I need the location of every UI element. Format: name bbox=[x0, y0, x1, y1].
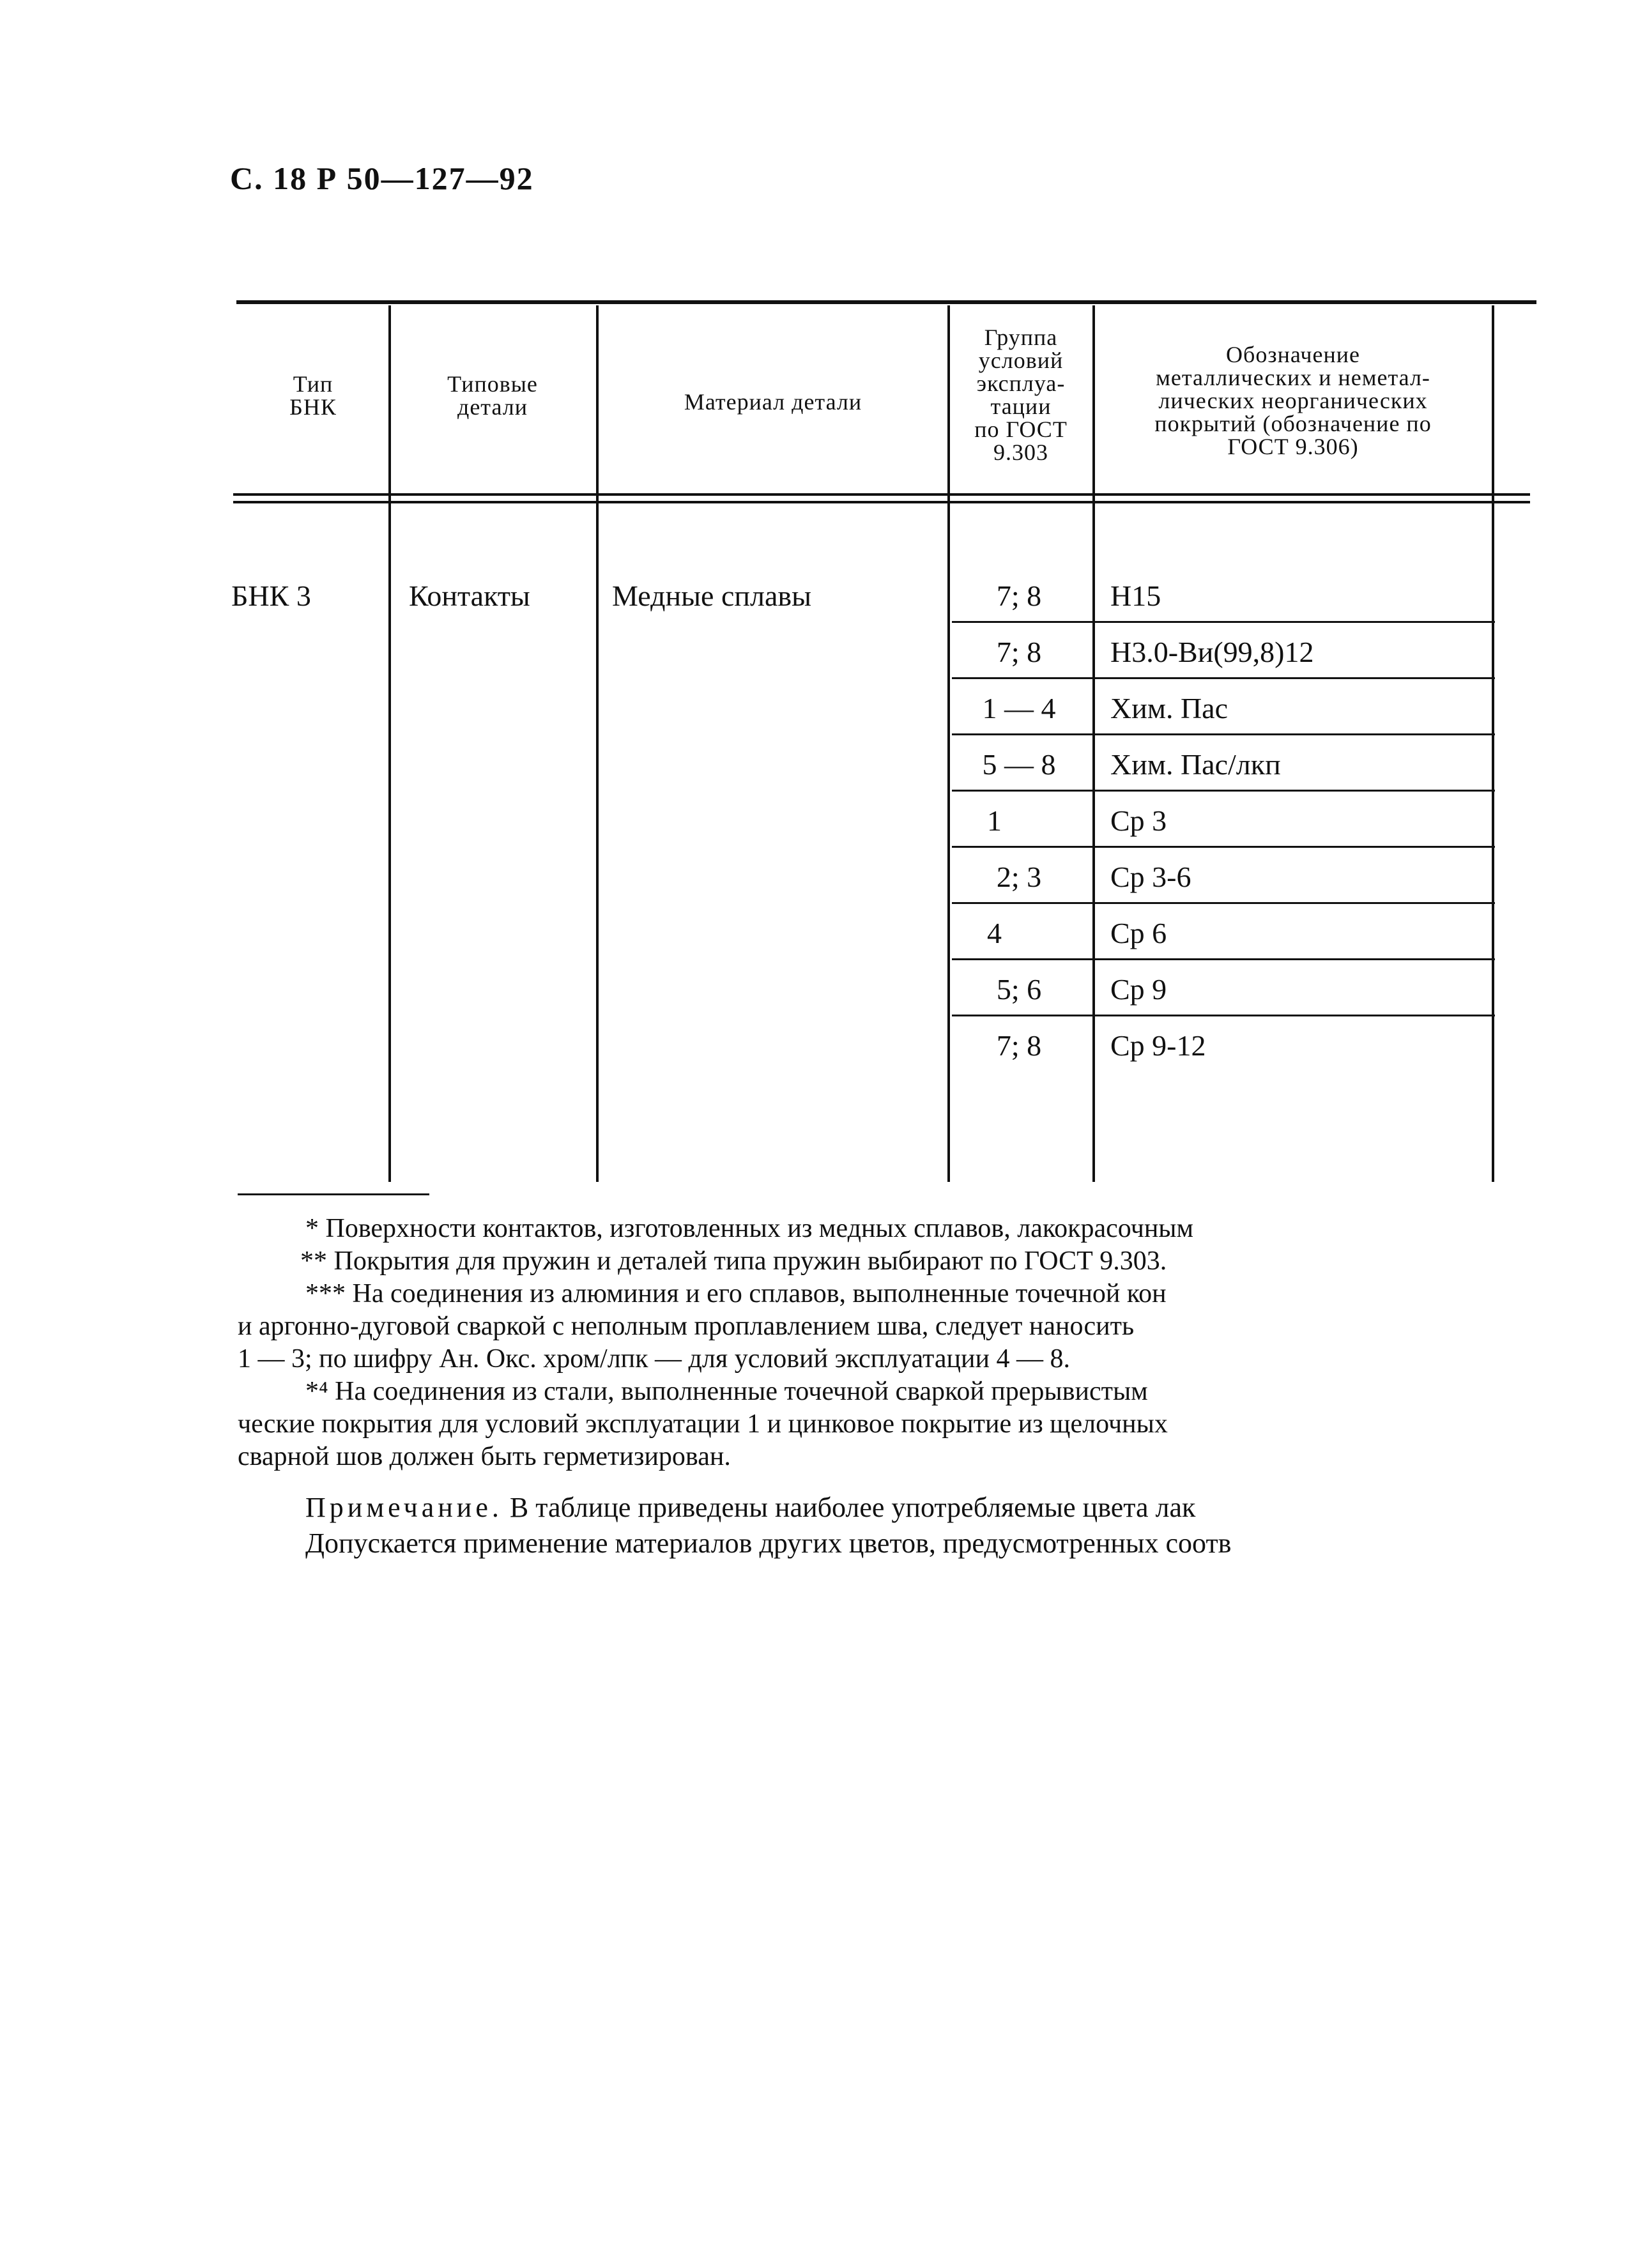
cell-type: БНК 3 bbox=[231, 579, 311, 612]
coating-value: Хим. Пас bbox=[1110, 692, 1228, 724]
footnote-1: * Поверхности контактов, изготовленных из медных сплавов, лакокрасочным bbox=[305, 1214, 1194, 1243]
note-text: В таблице приведены наиболее употребляемые цвета лак bbox=[509, 1492, 1196, 1523]
column-rule-5 bbox=[1492, 305, 1494, 1182]
header-material: Материал детали bbox=[684, 389, 862, 415]
table-header-rule-1 bbox=[233, 493, 1530, 496]
header-group: Группа условий эксплуа- тации по ГОСТ 9.303 bbox=[974, 325, 1068, 465]
footnote-3-cont: 1 — 3; по шифру Ан. Окс. хром/лпк — для условий эксплуатации 4 — 8. bbox=[238, 1344, 1070, 1374]
footnote-3: *** На соединения из алюминия и его сплавов, выполненные точечной кон bbox=[305, 1279, 1167, 1308]
header-parts: Типовые детали bbox=[447, 371, 538, 420]
table-header-rule-2 bbox=[233, 501, 1530, 503]
row-rule bbox=[952, 733, 1495, 735]
coating-value: Ср 3-6 bbox=[1110, 861, 1191, 893]
column-rule-2 bbox=[596, 305, 599, 1182]
coating-value: Хим. Пас/лкп bbox=[1110, 748, 1281, 781]
note-label: Примечание. bbox=[305, 1492, 503, 1523]
row-rule bbox=[952, 902, 1495, 904]
footnote-4-cont: сварной шов должен быть герметизирован. bbox=[238, 1442, 731, 1471]
note-line-2: Допускается применение материалов других цветов, предусмотренных соотв bbox=[305, 1528, 1232, 1559]
row-rule bbox=[952, 1015, 1495, 1016]
row-rule bbox=[952, 621, 1495, 623]
coating-value: Ср 3 bbox=[1110, 804, 1167, 837]
footnote-separator bbox=[238, 1193, 429, 1195]
group-value: 5; 6 bbox=[996, 973, 1042, 1006]
coating-value: Ср 9-12 bbox=[1110, 1029, 1206, 1062]
page-header: С. 18 Р 50—127—92 bbox=[230, 160, 534, 196]
column-rule-3 bbox=[947, 305, 950, 1182]
coating-value: Н15 bbox=[1110, 579, 1161, 612]
coating-value: Н3.0-Ви(99,8)12 bbox=[1110, 636, 1314, 668]
row-rule bbox=[952, 958, 1495, 960]
row-rule bbox=[952, 677, 1495, 679]
group-value: 1 bbox=[987, 804, 1002, 837]
footnote-4: *⁴ На соединения из стали, выполненные точечной сваркой прерывистым bbox=[305, 1377, 1148, 1406]
header-coating: Обозначение металлических и неметал- лических неорганических покрытий (обозначение по ГОСТ 9.306) bbox=[1154, 342, 1432, 459]
table-top-rule bbox=[236, 300, 1536, 304]
column-rule-1 bbox=[388, 305, 391, 1182]
group-value: 5 — 8 bbox=[982, 748, 1056, 781]
group-value: 1 — 4 bbox=[982, 692, 1056, 724]
row-rule bbox=[952, 790, 1495, 792]
note-line-1 bbox=[305, 1490, 1195, 1526]
group-value: 2; 3 bbox=[996, 861, 1042, 893]
cell-part: Контакты bbox=[409, 579, 530, 612]
coating-value: Ср 9 bbox=[1110, 973, 1167, 1006]
group-value: 4 bbox=[987, 917, 1002, 949]
coating-value: Ср 6 bbox=[1110, 917, 1167, 949]
footnote-3-cont: и аргонно-дуговой сваркой с неполным проплавлением шва, следует наносить bbox=[238, 1312, 1135, 1341]
group-value: 7; 8 bbox=[996, 636, 1042, 668]
footnote-4-cont: ческие покрытия для условий эксплуатации 1 и цинковое покрытие из щелочных bbox=[238, 1409, 1168, 1439]
header-type: Тип БНК bbox=[289, 371, 337, 420]
column-rule-4 bbox=[1092, 305, 1095, 1182]
row-rule bbox=[952, 846, 1495, 848]
group-value: 7; 8 bbox=[996, 579, 1042, 612]
group-value: 7; 8 bbox=[996, 1029, 1042, 1062]
cell-material: Медные сплавы bbox=[612, 579, 811, 612]
footnote-2: ** Покрытия для пружин и деталей типа пружин выбирают по ГОСТ 9.303. bbox=[300, 1246, 1167, 1276]
